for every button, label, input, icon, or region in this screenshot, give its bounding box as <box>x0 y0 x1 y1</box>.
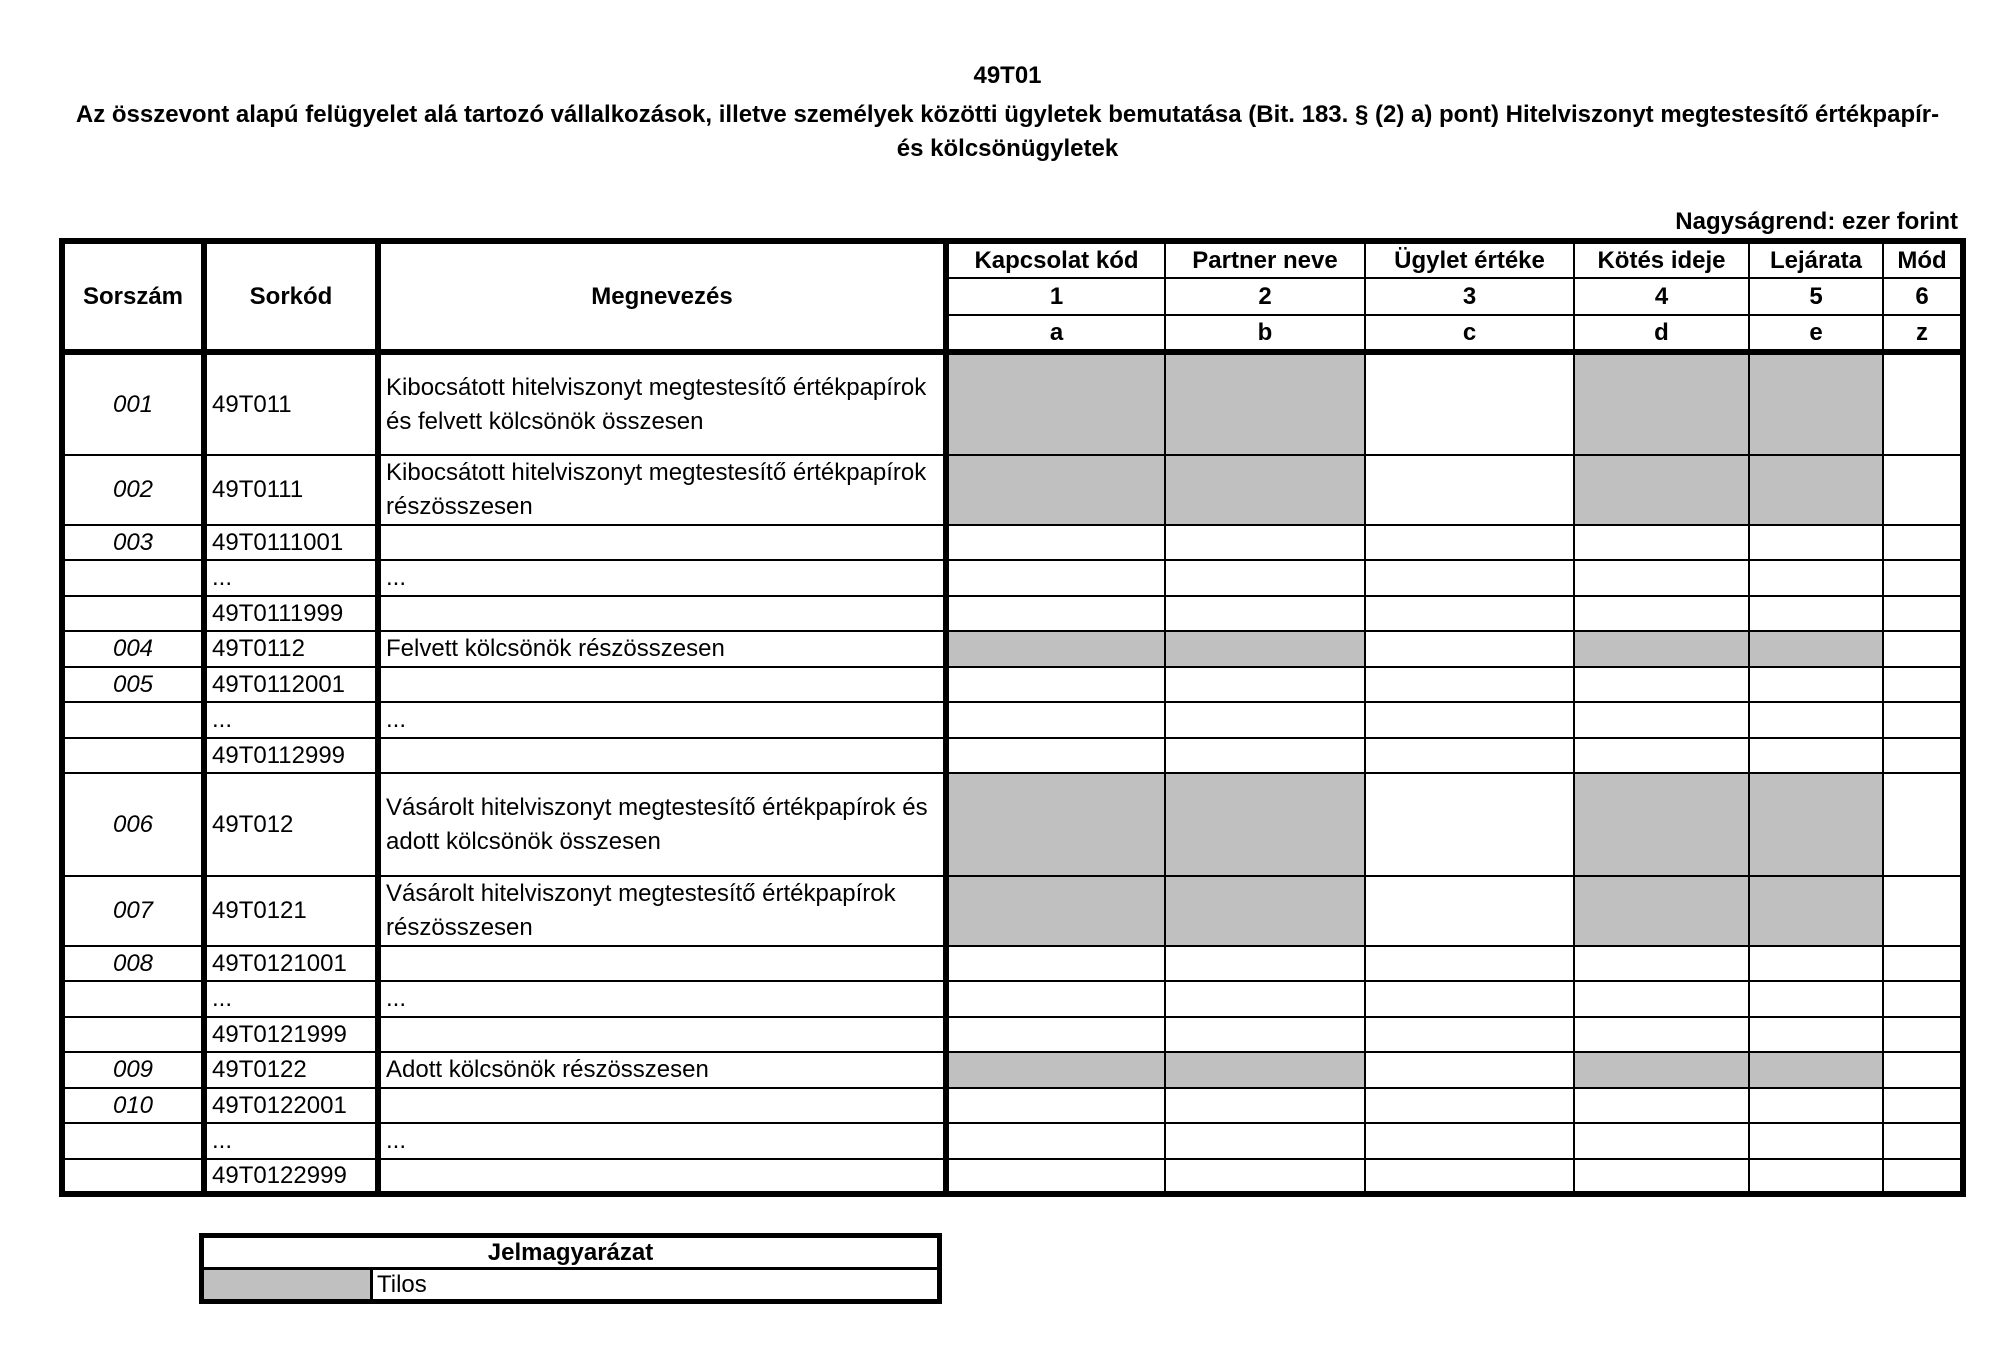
table-row <box>62 667 1963 702</box>
header-row-labels <box>62 241 1963 278</box>
data-cell <box>946 1088 1165 1123</box>
row-name <box>378 1088 946 1123</box>
forbidden-cell <box>1749 1052 1883 1088</box>
data-cell <box>1883 631 1963 667</box>
col-header-ugylet-erteke: Ügylet értéke <box>1365 241 1574 278</box>
row-code: 49T0122 <box>204 1052 378 1088</box>
data-cell <box>1883 1159 1963 1194</box>
row-name: Kibocsátott hitelviszonyt megtestesítő értékpapírok és felvett kölcsönök összesen <box>378 352 946 455</box>
row-seq <box>62 738 204 773</box>
data-cell <box>1883 596 1963 631</box>
row-seq <box>62 1159 204 1194</box>
table-row <box>62 738 1963 773</box>
row-code: 49T0112 <box>204 631 378 667</box>
col-letter: a <box>946 315 1165 352</box>
forbidden-cell <box>1574 876 1749 946</box>
data-cell <box>1574 596 1749 631</box>
row-seq: 005 <box>62 667 204 702</box>
forbidden-cell <box>946 773 1165 876</box>
data-cell <box>1365 702 1574 738</box>
data-cell <box>1883 1052 1963 1088</box>
col-header-mod: Mód <box>1883 241 1963 278</box>
forbidden-cell <box>946 631 1165 667</box>
row-code: ... <box>204 981 378 1017</box>
data-cell <box>1365 1123 1574 1159</box>
data-cell <box>1883 876 1963 946</box>
col-number: 1 <box>946 278 1165 315</box>
row-name <box>378 946 946 981</box>
table-row <box>62 525 1963 560</box>
row-seq: 002 <box>62 455 204 525</box>
table-row <box>62 773 1963 876</box>
data-cell <box>1365 1159 1574 1194</box>
data-cell <box>946 1159 1165 1194</box>
row-name: ... <box>378 1123 946 1159</box>
forbidden-cell <box>1574 352 1749 455</box>
data-cell <box>1883 352 1963 455</box>
col-header-sorkod: Sorkód <box>204 241 378 352</box>
row-seq: 009 <box>62 1052 204 1088</box>
form-title: Az összevont alapú felügyelet alá tartozó vállalkozások, illetve személyek közötti ügyletek bemutatása (Bit. 183. § (2) a) pont) Hitelviszonyt megtestesítő értékpapír- és kölcsönügyletek <box>75 101 1940 162</box>
row-name: Adott kölcsönök részösszesen <box>378 1052 946 1088</box>
row-seq <box>62 1017 204 1052</box>
data-cell <box>1883 773 1963 876</box>
data-cell <box>1165 1017 1365 1052</box>
data-cell <box>1165 560 1365 596</box>
col-letter: d <box>1574 315 1749 352</box>
row-code: 49T011 <box>204 352 378 455</box>
row-code: 49T0121001 <box>204 946 378 981</box>
row-name: Kibocsátott hitelviszonyt megtestesítő értékpapírok részösszesen <box>378 455 946 525</box>
data-cell <box>1365 525 1574 560</box>
forbidden-cell <box>1165 876 1365 946</box>
row-code: 49T0121999 <box>204 1017 378 1052</box>
row-code: ... <box>204 702 378 738</box>
forbidden-cell <box>1574 773 1749 876</box>
data-cell <box>1574 738 1749 773</box>
col-number: 4 <box>1574 278 1749 315</box>
data-cell <box>1165 1123 1365 1159</box>
forbidden-cell <box>1574 631 1749 667</box>
data-cell <box>1365 560 1574 596</box>
col-letter: c <box>1365 315 1574 352</box>
row-code: ... <box>204 560 378 596</box>
row-seq <box>62 560 204 596</box>
data-cell <box>1749 1159 1883 1194</box>
row-name: Vásárolt hitelviszonyt megtestesítő értékpapírok és adott kölcsönök összesen <box>378 773 946 876</box>
col-letter: e <box>1749 315 1883 352</box>
row-name <box>378 1017 946 1052</box>
row-name: ... <box>378 981 946 1017</box>
data-cell <box>1574 702 1749 738</box>
row-seq <box>62 596 204 631</box>
data-cell <box>1749 560 1883 596</box>
data-cell <box>946 702 1165 738</box>
legend-label: Tilos <box>372 1269 940 1302</box>
data-cell <box>1749 702 1883 738</box>
row-seq: 006 <box>62 773 204 876</box>
forbidden-cell <box>1749 876 1883 946</box>
data-cell <box>1749 1088 1883 1123</box>
data-cell <box>1365 455 1574 525</box>
data-cell <box>1165 596 1365 631</box>
data-cell <box>1574 1017 1749 1052</box>
row-seq: 008 <box>62 946 204 981</box>
forbidden-cell <box>1574 455 1749 525</box>
forbidden-cell <box>946 455 1165 525</box>
forbidden-cell <box>1165 773 1365 876</box>
legend-swatch <box>202 1269 372 1302</box>
col-number: 6 <box>1883 278 1963 315</box>
col-header-kotes-ideje: Kötés ideje <box>1574 241 1749 278</box>
data-cell <box>1574 981 1749 1017</box>
legend-title: Jelmagyarázat <box>202 1236 940 1269</box>
row-seq: 003 <box>62 525 204 560</box>
row-name <box>378 738 946 773</box>
data-cell <box>1574 560 1749 596</box>
table-row <box>62 631 1963 667</box>
data-cell <box>1574 667 1749 702</box>
data-cell <box>1165 1159 1365 1194</box>
forbidden-cell <box>946 352 1165 455</box>
data-cell <box>1574 525 1749 560</box>
row-code: 49T012 <box>204 773 378 876</box>
table-row <box>62 1017 1963 1052</box>
data-cell <box>1365 773 1574 876</box>
data-cell <box>1574 946 1749 981</box>
data-cell <box>1574 1159 1749 1194</box>
data-cell <box>1365 946 1574 981</box>
row-code: 49T0121 <box>204 876 378 946</box>
table-row <box>62 876 1963 946</box>
table-row <box>62 352 1963 455</box>
data-cell <box>1883 1088 1963 1123</box>
data-cell <box>1749 946 1883 981</box>
col-letter: z <box>1883 315 1963 352</box>
col-header-lejarata: Lejárata <box>1749 241 1883 278</box>
col-header-sorszam: Sorszám <box>62 241 204 352</box>
data-cell <box>946 525 1165 560</box>
data-cell <box>946 981 1165 1017</box>
data-cell <box>1365 876 1574 946</box>
data-cell <box>1883 1123 1963 1159</box>
row-code: ... <box>204 1123 378 1159</box>
forbidden-cell <box>946 876 1165 946</box>
data-cell <box>1365 1088 1574 1123</box>
data-cell <box>1165 702 1365 738</box>
row-name <box>378 667 946 702</box>
data-cell <box>1749 1017 1883 1052</box>
data-cell <box>1883 702 1963 738</box>
data-cell <box>1365 981 1574 1017</box>
table-row <box>62 1123 1963 1159</box>
data-cell <box>946 946 1165 981</box>
table-row <box>62 981 1963 1017</box>
col-number: 5 <box>1749 278 1883 315</box>
forbidden-cell <box>1165 352 1365 455</box>
table-row <box>62 946 1963 981</box>
forbidden-cell <box>1165 455 1365 525</box>
col-header-megnevezes: Megnevezés <box>378 241 946 352</box>
forbidden-cell <box>1574 1052 1749 1088</box>
row-code: 49T0111999 <box>204 596 378 631</box>
table-row <box>62 1088 1963 1123</box>
data-cell <box>1883 1017 1963 1052</box>
row-seq: 004 <box>62 631 204 667</box>
data-cell <box>946 1123 1165 1159</box>
data-cell <box>1165 946 1365 981</box>
row-seq <box>62 702 204 738</box>
legend-table <box>199 1233 942 1304</box>
data-cell <box>1574 1123 1749 1159</box>
forbidden-cell <box>1165 631 1365 667</box>
col-number: 3 <box>1365 278 1574 315</box>
row-code: 49T0111 <box>204 455 378 525</box>
data-cell <box>1749 738 1883 773</box>
table-row <box>62 596 1963 631</box>
data-cell <box>946 596 1165 631</box>
row-name: ... <box>378 702 946 738</box>
col-letter: b <box>1165 315 1365 352</box>
row-seq: 010 <box>62 1088 204 1123</box>
row-code: 49T0122999 <box>204 1159 378 1194</box>
data-cell <box>1883 560 1963 596</box>
data-table <box>59 238 1966 1197</box>
data-cell <box>1883 525 1963 560</box>
row-seq <box>62 1123 204 1159</box>
col-header-partner-neve: Partner neve <box>1165 241 1365 278</box>
data-cell <box>1165 525 1365 560</box>
data-cell <box>1365 1017 1574 1052</box>
data-cell <box>1365 631 1574 667</box>
data-cell <box>946 560 1165 596</box>
forbidden-cell <box>946 1052 1165 1088</box>
forbidden-cell <box>1749 352 1883 455</box>
forbidden-cell <box>1749 773 1883 876</box>
data-cell <box>1883 667 1963 702</box>
data-cell <box>1883 455 1963 525</box>
data-cell <box>946 1017 1165 1052</box>
row-code: 49T0112001 <box>204 667 378 702</box>
data-cell <box>1749 667 1883 702</box>
form-code: 49T01 <box>973 62 1042 89</box>
row-name <box>378 1159 946 1194</box>
row-name: Felvett kölcsönök részösszesen <box>378 631 946 667</box>
data-cell <box>1749 981 1883 1017</box>
data-cell <box>1365 596 1574 631</box>
row-code: 49T0111001 <box>204 525 378 560</box>
data-cell <box>1883 946 1963 981</box>
col-header-kapcsolat-kod: Kapcsolat kód <box>946 241 1165 278</box>
forbidden-cell <box>1749 631 1883 667</box>
row-seq: 001 <box>62 352 204 455</box>
row-name: Vásárolt hitelviszonyt megtestesítő értékpapírok részösszesen <box>378 876 946 946</box>
data-cell <box>1749 596 1883 631</box>
data-cell <box>1749 1123 1883 1159</box>
col-number: 2 <box>1165 278 1365 315</box>
data-cell <box>946 738 1165 773</box>
data-cell <box>1165 981 1365 1017</box>
table-row <box>62 1159 1963 1194</box>
data-cell <box>1165 738 1365 773</box>
data-cell <box>1365 738 1574 773</box>
data-cell <box>1883 738 1963 773</box>
row-seq: 007 <box>62 876 204 946</box>
data-cell <box>1883 981 1963 1017</box>
row-seq <box>62 981 204 1017</box>
unit-label: Nagyságrend: ezer forint <box>1675 208 1958 235</box>
table-row <box>62 1052 1963 1088</box>
forbidden-cell <box>1749 455 1883 525</box>
data-cell <box>1365 352 1574 455</box>
data-cell <box>1574 1088 1749 1123</box>
row-code: 49T0112999 <box>204 738 378 773</box>
table-row <box>62 702 1963 738</box>
table-row <box>62 455 1963 525</box>
row-name <box>378 525 946 560</box>
data-cell <box>1749 525 1883 560</box>
data-cell <box>1165 1088 1365 1123</box>
row-code: 49T0122001 <box>204 1088 378 1123</box>
table-row <box>62 560 1963 596</box>
data-cell <box>946 667 1165 702</box>
forbidden-cell <box>1165 1052 1365 1088</box>
data-cell <box>1365 667 1574 702</box>
data-cell <box>1165 667 1365 702</box>
data-cell <box>1365 1052 1574 1088</box>
row-name <box>378 596 946 631</box>
table-body <box>62 352 1963 1194</box>
row-name: ... <box>378 560 946 596</box>
